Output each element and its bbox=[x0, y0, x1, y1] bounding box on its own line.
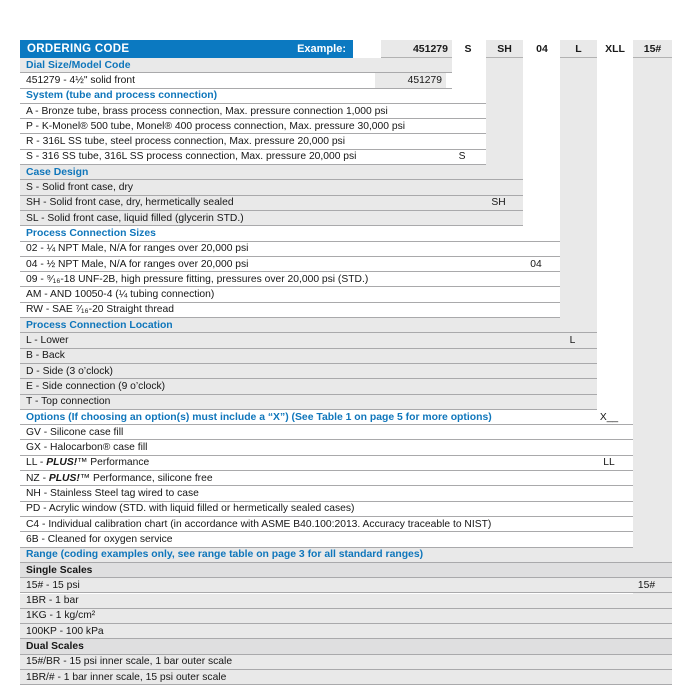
row-1BR/# bbox=[20, 670, 672, 685]
row-B bbox=[20, 349, 597, 364]
example-value-15#: 15# bbox=[637, 579, 656, 591]
row-text: 6B - Cleaned for oxygen service bbox=[26, 533, 173, 545]
section-header-range bbox=[20, 548, 672, 563]
section-title: System (tube and process connection) bbox=[26, 90, 218, 102]
section-header-system bbox=[20, 89, 486, 104]
header-code-XLL: XLL bbox=[605, 43, 625, 55]
row-GX bbox=[20, 441, 633, 456]
row-S bbox=[20, 150, 486, 165]
row-text: 1BR/# - 1 bar inner scale, 15 psi outer scale bbox=[26, 671, 227, 683]
row-1KG bbox=[20, 609, 672, 624]
row-L bbox=[20, 333, 597, 348]
section-title: Case Design bbox=[26, 166, 89, 178]
row-text: S - Solid front case, dry bbox=[26, 182, 134, 194]
row-P bbox=[20, 119, 486, 134]
row-NZ bbox=[20, 471, 633, 486]
row-NH bbox=[20, 486, 633, 501]
row-text: 04 - ½ NPT Male, N/A for ranges over 20,000 psi bbox=[26, 258, 249, 270]
row-text: 1KG - 1 kg/cm² bbox=[26, 610, 96, 622]
example-value-LL: LL bbox=[603, 457, 615, 469]
subheader-label: Single Scales bbox=[26, 564, 93, 576]
row-text: SH - Solid front case, dry, hermetically sealed bbox=[26, 197, 234, 209]
row-02 bbox=[20, 242, 560, 257]
row-S bbox=[20, 180, 523, 195]
row-1BR bbox=[20, 594, 672, 609]
page-title: ORDERING CODE bbox=[27, 43, 130, 55]
row-RW bbox=[20, 303, 560, 318]
example-value-L: L bbox=[569, 335, 576, 347]
section-header-options bbox=[20, 410, 633, 425]
row-text: LL - PLUS!™ Performance bbox=[26, 457, 150, 469]
row-text: R - 316L SS tube, steel process connection, Max. pressure 20,000 psi bbox=[26, 136, 345, 148]
row-text: P - K-Monel® 500 tube, Monel® 400 process connection, Max. pressure 30,000 psi bbox=[26, 120, 406, 132]
row-AM bbox=[20, 288, 560, 303]
row-SL bbox=[20, 211, 523, 226]
row-R bbox=[20, 135, 486, 150]
row-15# bbox=[20, 578, 672, 593]
row-text: PD - Acrylic window (STD. with liquid filled or hermetically sealed cases) bbox=[26, 503, 355, 515]
section-header-case-design bbox=[20, 165, 523, 180]
row-D bbox=[20, 364, 597, 379]
row-09 bbox=[20, 272, 560, 287]
row-100KP bbox=[20, 624, 672, 639]
row-text: C4 - Individual calibration chart (in accordance with ASME B40.100:2013. Accuracy traceable to NIST) bbox=[26, 518, 492, 530]
header-code-S: S bbox=[464, 43, 472, 55]
example-value-451279: 451279 bbox=[375, 73, 446, 87]
section-header-process-connection-sizes bbox=[20, 226, 560, 241]
row-text: 02 - ¼ NPT Male, N/A for ranges over 20,000 psi bbox=[26, 243, 249, 255]
header-code-15#: 15# bbox=[633, 40, 672, 58]
row-text: S - 316 SS tube, 316L SS process connection, Max. pressure 20,000 psi bbox=[26, 151, 357, 163]
row-text: L - Lower bbox=[26, 335, 69, 347]
section-title: Range (coding examples only, see range table on page 3 for all standard ranges) bbox=[26, 549, 424, 561]
subheader-row bbox=[20, 563, 672, 578]
row-text: T - Top connection bbox=[26, 396, 111, 408]
section-title: Process Connection Sizes bbox=[26, 227, 156, 239]
row-PD bbox=[20, 502, 633, 517]
section-title: Options (If choosing an option(s) must include a “X”) (See Table 1 on page 5 for more options) bbox=[26, 411, 492, 423]
row-text: 09 - ⁹⁄₁₆-18 UNF-2B, high pressure fitting, pressures over 20,000 psi (STD.) bbox=[26, 273, 369, 285]
row-text: B - Back bbox=[26, 350, 65, 362]
row-SH bbox=[20, 196, 523, 211]
section-title: Dial Size/Model Code bbox=[26, 59, 131, 71]
row-LL bbox=[20, 456, 633, 471]
row-T bbox=[20, 395, 597, 410]
row-text: NH - Stainless Steel tag wired to case bbox=[26, 488, 199, 500]
row-text: E - Side connection (9 o’clock) bbox=[26, 380, 166, 392]
example-value-04: 04 bbox=[530, 258, 542, 270]
row-text: GX - Halocarbon® case fill bbox=[26, 442, 148, 454]
row-15#/BR bbox=[20, 655, 672, 670]
row-text: D - Side (3 o’clock) bbox=[26, 365, 113, 377]
example-value-X__: X__ bbox=[599, 411, 619, 423]
row-A bbox=[20, 104, 486, 119]
row-text: 451279 - 4½" solid front bbox=[26, 74, 135, 86]
row-text: A - Bronze tube, brass process connection, Max. pressure connection 1,000 psi bbox=[26, 105, 388, 117]
example-value-SH: SH bbox=[491, 197, 506, 209]
row-451279 bbox=[20, 73, 452, 88]
row-6B bbox=[20, 532, 633, 547]
row-text: NZ - PLUS!™ Performance, silicone free bbox=[26, 472, 213, 484]
row-04 bbox=[20, 257, 560, 272]
section-header-process-connection-location bbox=[20, 318, 597, 333]
row-text: GV - Silicone case fill bbox=[26, 426, 124, 438]
row-text: RW - SAE ⁷⁄₁₆-20 Straight thread bbox=[26, 304, 174, 316]
row-E bbox=[20, 379, 597, 394]
ordering-code-title-bar bbox=[20, 40, 353, 58]
row-text: SL - Solid front case, liquid filled (glycerin STD.) bbox=[26, 212, 244, 224]
section-title: Process Connection Location bbox=[26, 319, 173, 331]
row-text: 15#/BR - 15 psi inner scale, 1 bar outer scale bbox=[26, 656, 233, 668]
row-text: 1BR - 1 bar bbox=[26, 595, 79, 607]
ordering-code-table bbox=[20, 40, 672, 687]
example-label: Example: bbox=[297, 43, 346, 55]
row-text: 15# - 15 psi bbox=[26, 579, 80, 591]
subheader-row bbox=[20, 639, 672, 654]
header-code-451279: 451279 bbox=[381, 40, 452, 58]
section-header-dial-size-model-code bbox=[20, 58, 452, 73]
row-C4 bbox=[20, 517, 633, 532]
row-text: 100KP - 100 kPa bbox=[26, 625, 104, 637]
row-GV bbox=[20, 425, 633, 440]
example-value-S: S bbox=[458, 151, 466, 163]
row-text: AM - AND 10050-4 (¼ tubing connection) bbox=[26, 289, 215, 301]
header-code-L: L bbox=[560, 40, 597, 58]
header-code-04: 04 bbox=[536, 43, 548, 55]
subheader-label: Dual Scales bbox=[26, 641, 84, 653]
header-code-SH: SH bbox=[486, 40, 523, 58]
